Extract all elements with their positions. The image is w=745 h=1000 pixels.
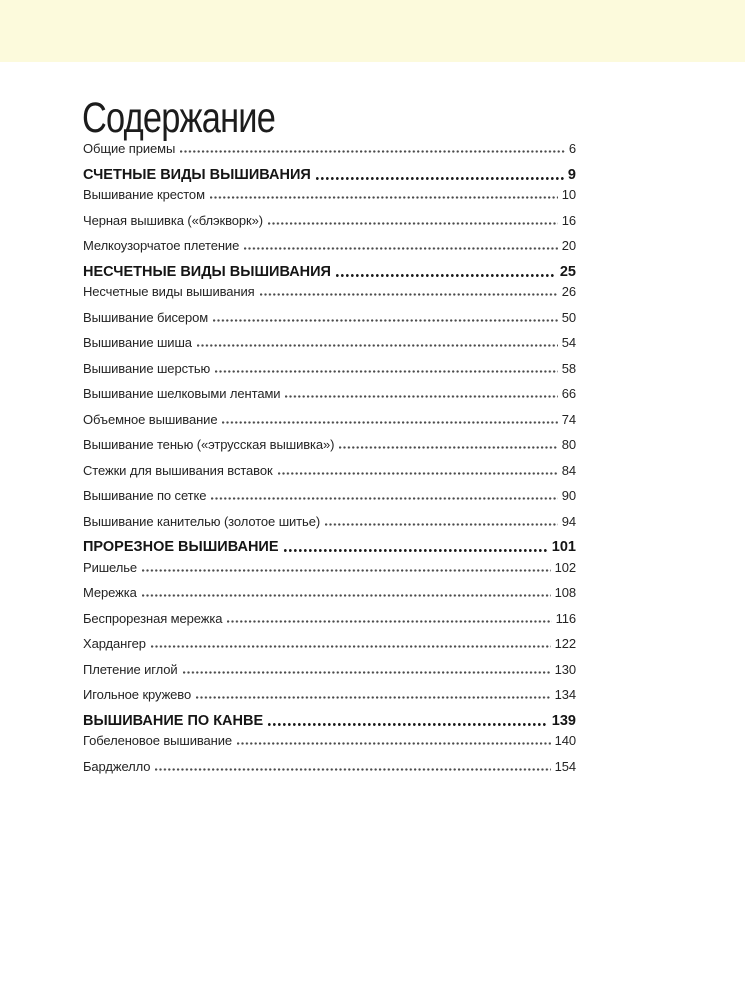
dotted-leader	[278, 472, 558, 475]
toc-entry-label: Вышивание бисером	[83, 309, 209, 325]
toc-entry-label: Черная вышивка («блэкворк»)	[83, 212, 263, 228]
toc-section	[83, 168, 576, 253]
toc-entry	[83, 311, 576, 324]
toc-section-header-page: 25	[559, 263, 576, 280]
dotted-leader	[183, 671, 551, 674]
toc-entry	[83, 688, 576, 701]
toc-entry	[83, 336, 576, 349]
toc-entry	[83, 663, 576, 676]
toc-entry	[83, 586, 576, 599]
toc-entry-label: Общие приемы	[83, 141, 176, 156]
toc-entry-page: 80	[561, 437, 576, 452]
toc-entry-page: 66	[561, 386, 576, 401]
dotted-leader	[211, 497, 557, 500]
toc-section-header-label: СЧЕТНЫЕ ВИДЫ ВЫШИВАНИЯ	[83, 166, 311, 183]
toc-section-header	[83, 265, 576, 280]
toc-entry	[83, 188, 576, 201]
toc-entry	[83, 612, 576, 625]
toc-section	[83, 265, 576, 528]
toc-entry-label: Беспрорезная мережка	[83, 610, 223, 626]
toc-entry-page: 116	[555, 610, 576, 626]
toc-section	[83, 540, 576, 701]
dotted-leader	[268, 222, 558, 225]
toc-entry	[83, 515, 576, 528]
toc-entry-page: 74	[561, 411, 576, 427]
toc-entry-page: 58	[561, 360, 576, 376]
toc-section-header	[83, 714, 576, 729]
toc-section	[83, 142, 576, 155]
toc-entry	[83, 142, 576, 155]
toc-entry	[83, 239, 576, 252]
toc-entry-label: Вышивание шелковыми лентами	[83, 386, 281, 401]
toc-entry-page: 20	[561, 238, 576, 253]
toc-section-header-label: ВЫШИВАНИЕ ПО КАНВЕ	[83, 712, 264, 729]
toc-entry	[83, 561, 576, 574]
toc-entry-label: Игольное кружево	[83, 687, 192, 702]
toc-entry-label: Гобеленовое вышивание	[83, 733, 233, 748]
dotted-leader	[213, 319, 558, 322]
dotted-leader	[325, 523, 558, 526]
toc-entry	[83, 438, 576, 451]
toc-entry-label: Вышивание шерстью	[83, 360, 211, 376]
dotted-leader	[316, 177, 564, 180]
toc-entry-label: Мережка	[83, 585, 137, 600]
toc-entry	[83, 413, 576, 426]
toc-entry-page: 26	[561, 284, 576, 299]
toc-entry	[83, 464, 576, 477]
toc-section-header	[83, 540, 576, 555]
toc-entry-label: Несчетные виды вышивания	[83, 284, 255, 299]
dotted-leader	[339, 446, 557, 449]
toc-entry-page: 54	[561, 335, 576, 350]
dotted-leader	[222, 421, 557, 424]
toc-section-header-label: ПРОРЕЗНОЕ ВЫШИВАНИЕ	[83, 539, 279, 555]
toc-entry-label: Вышивание тенью («этрусская вышивка»)	[83, 437, 335, 452]
dotted-leader	[142, 594, 551, 597]
toc-entry-page: 122	[554, 636, 576, 651]
top-band	[0, 0, 745, 62]
toc-entry-page: 6	[568, 141, 576, 156]
toc-entry-label: Стежки для вышивания вставок	[83, 462, 273, 478]
toc-entry-label: Вышивание шиша	[83, 335, 192, 350]
toc-entry-page: 10	[561, 187, 576, 202]
toc-entry-label: Хардангер	[83, 636, 146, 651]
dotted-leader	[180, 150, 565, 153]
dotted-leader	[215, 370, 558, 373]
toc-entry	[83, 387, 576, 400]
toc-section-header-page: 9	[567, 166, 576, 183]
toc-entry-page: 102	[554, 559, 576, 575]
toc-entry-page: 134	[554, 687, 576, 702]
dotted-leader	[285, 395, 557, 398]
toc-entry-label: Ришелье	[83, 559, 138, 575]
toc-entry-label: Объемное вышивание	[83, 411, 218, 427]
toc-entry-page: 94	[561, 513, 576, 529]
toc-entry-page: 130	[554, 661, 576, 677]
dotted-leader	[336, 274, 556, 277]
toc-entry	[83, 362, 576, 375]
toc-entry-label: Мелкоузорчатое плетение	[83, 238, 240, 253]
dotted-leader	[237, 742, 551, 745]
dotted-leader	[210, 196, 558, 199]
dotted-leader	[196, 696, 551, 699]
toc-entry-page: 90	[561, 488, 576, 503]
dotted-leader	[284, 549, 548, 552]
toc-entry-label: Барджелло	[83, 758, 151, 774]
toc-entry	[83, 760, 576, 773]
dotted-leader	[155, 768, 550, 771]
toc-entry-page: 50	[561, 309, 576, 325]
toc-entry-label: Плетение иглой	[83, 661, 178, 677]
page-title: Содержание	[82, 94, 276, 142]
toc-entry-page: 84	[561, 462, 576, 478]
toc-section-header-label: НЕСЧЕТНЫЕ ВИДЫ ВЫШИВАНИЯ	[83, 263, 331, 280]
toc-entry-page: 108	[554, 585, 576, 600]
toc-entry-label: Вышивание крестом	[83, 187, 205, 202]
toc-section-header-page: 139	[551, 712, 576, 729]
toc-entry-page: 154	[554, 758, 576, 774]
toc-entry	[83, 214, 576, 227]
dotted-leader	[197, 344, 558, 347]
dotted-leader	[227, 620, 551, 623]
toc-section-header	[83, 168, 576, 183]
dotted-leader	[142, 569, 551, 572]
toc-entry	[83, 489, 576, 502]
toc-entry	[83, 637, 576, 650]
toc-section-header-page: 101	[551, 539, 576, 555]
dotted-leader	[268, 723, 548, 726]
toc-entry-page: 140	[554, 733, 576, 748]
toc-section	[83, 714, 576, 773]
toc-entry	[83, 734, 576, 747]
toc-entry-label: Вышивание по сетке	[83, 488, 207, 503]
toc-entry	[83, 285, 576, 298]
toc-entry-page: 16	[561, 212, 576, 228]
dotted-leader	[260, 293, 558, 296]
toc-list	[83, 142, 576, 785]
dotted-leader	[151, 645, 551, 648]
dotted-leader	[244, 247, 558, 250]
toc-entry-label: Вышивание канителью (золотое шитье)	[83, 513, 321, 529]
